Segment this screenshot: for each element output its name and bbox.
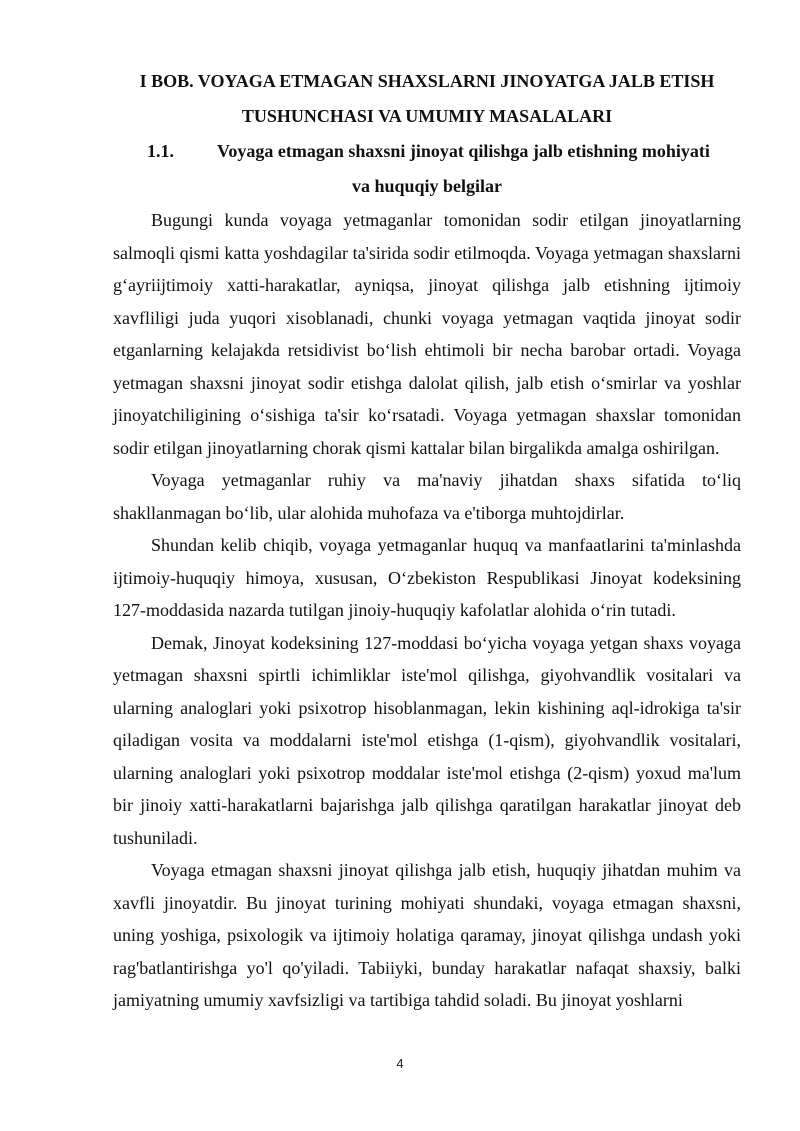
chapter-title-line1: I BOB. VOYAGA ETMAGAN SHAXSLARNI JINOYATGA JALB ETISH xyxy=(139,71,715,91)
paragraph-4: Demak, Jinoyat kodeksining 127-moddasi bo‘yicha voyaga yetgan shaxs voyaga yetmagan shaxsni spirtli ichimliklar iste'mol qilishga, giyohvandlik vositalari va ularning analoglari yoki psixotrop hisoblanmagan, lekin kishining aql-idrokiga ta'sir qiladigan vosita va moddalarni iste'mol etishga (1-qism), giyohvandlik vositalari, ularning analoglari yoki psixotrop moddalar iste'mol etishga (2-qism) yoxud ma'lum bir jinoiy xatti-harakatlarni bajarishga jalb qilishga qaratilgan harakatlar jinoyat deb tushuniladi. xyxy=(113,632,741,848)
section-title-line2: va huquqiy belgilar xyxy=(351,176,503,196)
paragraph-3: Shundan kelib chiqib, voyaga yetmaganlar huquq va manfaatlarini ta'minlashda ijtimoiy-huquqiy himoya, xususan, O‘zbekiston Respublikasi Jinoyat kodeksining 127-moddasida nazarda tutilgan jinoiy-huquqiy kafolatlar alohida o‘rin tutadi. xyxy=(113,535,741,620)
paragraph-1: Bugungi kunda voyaga yetmaganlar tomonidan sodir etilgan jinoyatlarning salmoqli qismi katta yoshdagilar ta'sirida sodir etilmoqda. Voyaga yetmagan shaxslarni g‘ayriijtimoiy xatti-harakatlar, ayniqsa, jinoyat qilishga jalb etishning ijtimoiy xavfliligi juda yuqori xisoblanadi, chunki voyaga yetmagan vaqtida jinoyat sodir etganlarning kelajakda retsidivist bo‘lish ehtimoli bir necha barobar ortadi. Voyaga yetmagan shaxsni jinoyat sodir etishga dalolat qilish, jalb etish o‘smirlar va yoshlar jinoyatchiligining o‘sishiga ta'sir ko‘rsatadi. Voyaga yetmagan shaxslar tomonidan sodir etilgan jinoyatlarning chorak qismi kattalar bilan birgalikda amalga oshirilgan. xyxy=(113,210,741,458)
chapter-title-line2: TUSHUNCHASI VA UMUMIY MASALALARI xyxy=(241,106,613,126)
section-heading xyxy=(113,134,741,204)
paragraph-2: Voyaga yetmaganlar ruhiy va ma'naviy jihatdan shaxs sifatida to‘liq shakllanmagan bo‘lib, ular alohida muhofaza va e'tiborga muhtojdirlar. xyxy=(113,470,741,523)
page-number: 4 xyxy=(396,1056,404,1071)
paragraph-5: Voyaga etmagan shaxsni jinoyat qilishga jalb etish, huquqiy jihatdan muhim va xavfli jinoyatdir. Bu jinoyat turining mohiyati shundaki, voyaga etmagan shaxsni, uning yoshiga, psixologik va ijtimoiy holatiga qaramay, jinoyat qilishga undash yoki rag'batlantirishga yo'l qo'yiladi. Tabiiyki, bunday harakatlar nafaqat shaxsiy, balki jamiyatning umumiy xavfsizligi va tartibiga tahdid soladi. Bu jinoyat yoshlarni xyxy=(113,860,741,1010)
section-number: 1.1. xyxy=(147,141,174,161)
section-heading-line1 xyxy=(113,134,741,169)
chapter-title xyxy=(113,64,741,134)
section-title-line1: Voyaga etmagan shaxsni jinoyat qilishga jalb etishning mohiyati xyxy=(217,141,710,161)
document-page xyxy=(113,64,741,1017)
